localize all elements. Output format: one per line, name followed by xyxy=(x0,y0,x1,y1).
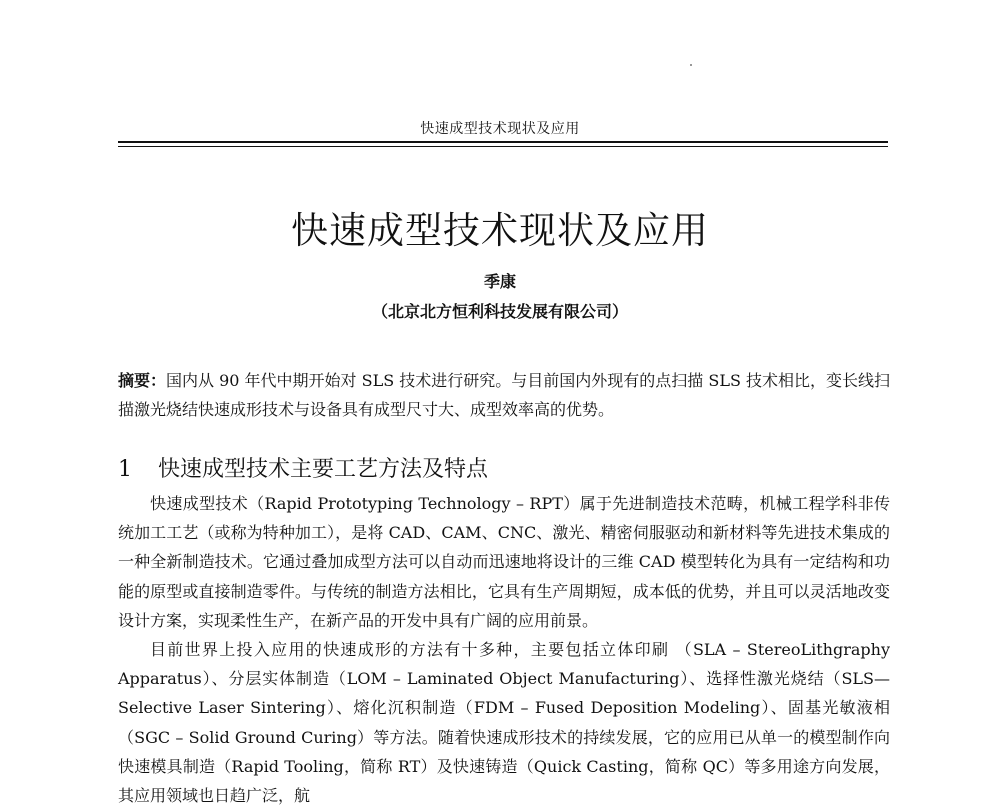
header-rule-thick xyxy=(118,141,888,143)
scan-speck xyxy=(690,64,692,66)
abstract xyxy=(118,366,890,424)
running-header: 快速成型技术现状及应用 xyxy=(420,121,580,137)
author-name: 季康 xyxy=(483,272,516,291)
author-affiliation: （北京北方恒利科技发展有限公司） xyxy=(371,302,628,321)
header-rule-thin xyxy=(118,146,888,147)
section-heading xyxy=(118,452,890,483)
paper-title: 快速成型技术现状及应用 xyxy=(291,209,709,252)
section-title: 快速成型技术主要工艺方法及特点 xyxy=(158,457,489,482)
paragraph-1: 快速成型技术（Rapid Prototyping Technology – RPT）属于先进制造技术范畴，机械工程学科非传统加工工艺（或称为特种加工），是将 CAD、CAM、CNC、激光、精密伺服驱动和新材料等先进技术集成的一种全新制造技术。它通过叠加成型方法可以自动而迅速地将设计的三维 CAD 模型转化为具有一定结构和功能的原型或直接制造零件。与传统的制造方法相比，它具有生产周期短，成本低的优势，并且可以灵活地改变设计方案，实现柔性生产，在新产品的开发中具有广阔的应用前景。 xyxy=(118,494,890,630)
abstract-label: 摘要： xyxy=(118,371,167,390)
body-text xyxy=(118,489,890,810)
abstract-text: 国内从 90 年代中期开始对 SLS 技术进行研究。与目前国内外现有的点扫描 SLS 技术相比，变长线扫描激光烧结快速成形技术与设备具有成型尺寸大、成型效率高的优势。 xyxy=(118,371,890,419)
paragraph-2: 目前世界上投入应用的快速成形的方法有十多种，主要包括立体印刷 （SLA – StereoLithgraphy Apparatus）、分层实体制造（LOM – Laminated Object Manufacturing）、选择性激光烧结（SLS—Selective Laser Sintering）、熔化沉积制造（FDM – Fused Deposition Modeling）、固基光敏液相 （SGC – Solid Ground Curing）等方法。随着快速成形技术的持续发展，它的应用已从单一的模型制作向快速模具制造（Rapid Tooling，简称 RT）及快速铸造（Quick Casting，简称 QC）等多用途方向发展，其应用领域也日趋广泛，航 xyxy=(118,640,890,806)
section-number: 1 xyxy=(118,457,132,482)
